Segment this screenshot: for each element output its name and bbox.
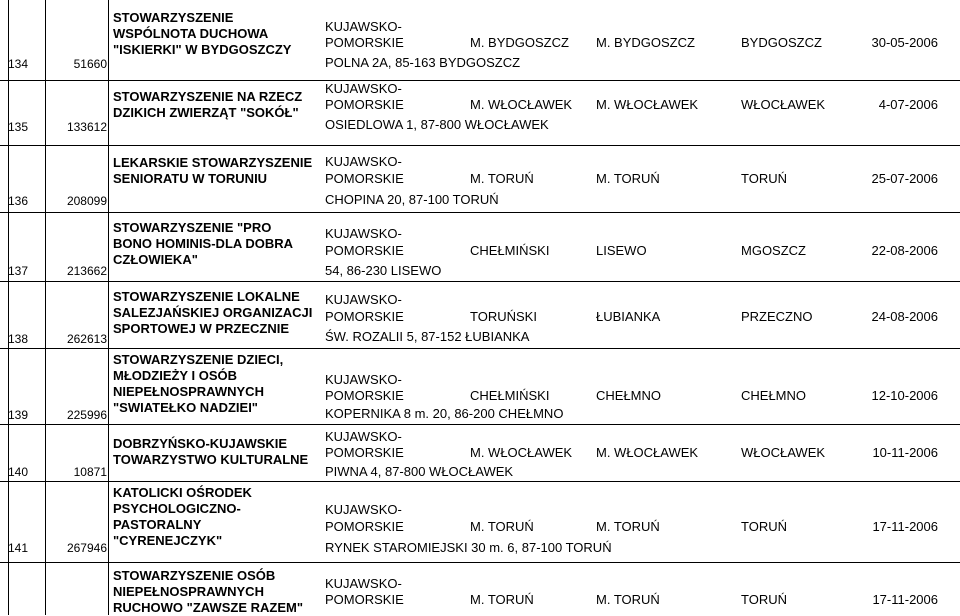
voivodeship-line2: POMORSKIE [325,519,404,534]
address: OSIEDLOWA 1, 87-800 WŁOCŁAWEK [325,117,549,132]
registry-id: 225996 [66,408,107,422]
registry-id: 51660 [73,57,107,71]
commune: M. WŁOCŁAWEK [596,445,699,460]
registry-id: 208099 [66,194,107,208]
registry-id: 267946 [66,541,107,555]
county: M. TORUŃ [470,592,534,607]
voivodeship-line1: KUJAWSKO- [325,429,402,444]
row-separator [0,145,960,146]
voivodeship-line1: KUJAWSKO- [325,154,402,169]
row-number: 140 [8,465,29,479]
city: WŁOCŁAWEK [741,97,826,112]
row-separator [0,80,960,81]
voivodeship-line1: KUJAWSKO- [325,372,402,387]
voivodeship-line2: POMORSKIE [325,592,404,607]
organization-name: STOWARZYSZENIE OSÓB NIEPEŁNOSPRAWNYCH RUCHOWO "ZAWSZE RAZEM" [113,568,303,615]
registry-id: 133612 [66,120,107,134]
voivodeship-line1: KUJAWSKO- [325,81,402,96]
row-separator [0,481,960,482]
voivodeship-line2: POMORSKIE [325,171,404,186]
commune: M. TORUŃ [596,171,660,186]
organization-name: STOWARZYSZENIE "PRO BONO HOMINIS-DLA DOBRA CZŁOWIEKA" [113,220,294,267]
city: BYDGOSZCZ [741,35,822,50]
registry-id: 10871 [73,465,107,479]
city: MGOSZCZ [741,243,806,258]
organization-name: KATOLICKI OŚRODEK PSYCHOLOGICZNO- PASTORALNY "CYRENEJCZYK" [113,485,252,548]
row-separator [0,562,960,563]
row-number: 139 [8,408,29,422]
organization-name: STOWARZYSZENIE DZIECI, MŁODZIEŻY I OSÓB NIEPEŁNOSPRAWNYCH "SWIATEŁKO NADZIEI" [113,352,284,415]
row-separator [0,281,960,282]
registration-date: 4-07-2006 [878,97,938,112]
row-number: 134 [8,57,29,71]
row-number: 136 [8,194,29,208]
county: M. TORUŃ [470,171,534,186]
registration-date: 12-10-2006 [871,388,938,403]
organization-name: LEKARSKIE STOWARZYSZENIE SENIORATU W TORUNIU [113,155,313,186]
address: ŚW. ROZALII 5, 87-152 ŁUBIANKA [325,329,530,344]
county: M. WŁOCŁAWEK [470,97,573,112]
voivodeship-line2: POMORSKIE [325,97,404,112]
organization-name: STOWARZYSZENIE LOKALNE SALEZJAŃSKIEJ ORGANIZACJI SPORTOWEJ W PRZECZNIE [113,289,313,336]
registration-date: 25-07-2006 [871,171,938,186]
row-separator [0,424,960,425]
row-separator [0,348,960,349]
row-number: 135 [8,120,29,134]
address: POLNA 2A, 85-163 BYDGOSZCZ [325,55,521,70]
row-number: 137 [8,264,29,278]
voivodeship-line2: POMORSKIE [325,445,404,460]
commune: ŁUBIANKA [596,309,661,324]
voivodeship-line2: POMORSKIE [325,243,404,258]
registration-date: 22-08-2006 [871,243,938,258]
registry-id: 213662 [66,264,107,278]
voivodeship-line2: POMORSKIE [325,35,404,50]
voivodeship-line1: KUJAWSKO- [325,576,402,591]
voivodeship-line2: POMORSKIE [325,309,404,324]
commune: M. TORUŃ [596,519,660,534]
county: M. WŁOCŁAWEK [470,445,573,460]
voivodeship-line1: KUJAWSKO- [325,292,402,307]
row-number: 138 [8,332,29,346]
city: CHEŁMNO [741,388,807,403]
voivodeship-line1: KUJAWSKO- [325,226,402,241]
commune: M. BYDGOSZCZ [596,35,695,50]
grid-line [108,0,109,615]
organization-name: STOWARZYSZENIE WSPÓLNOTA DUCHOWA "ISKIERKI" W BYDGOSZCZY [113,10,292,57]
commune: CHEŁMNO [596,388,662,403]
voivodeship-line1: KUJAWSKO- [325,502,402,517]
voivodeship-line2: POMORSKIE [325,388,404,403]
grid-line [45,0,46,615]
city: TORUŃ [741,519,787,534]
registration-date: 30-05-2006 [871,35,938,50]
commune: M. TORUŃ [596,592,660,607]
registry-id: 262613 [66,332,107,346]
commune: M. WŁOCŁAWEK [596,97,699,112]
commune: LISEWO [596,243,647,258]
organization-name: STOWARZYSZENIE NA RZECZ DZIKICH ZWIERZĄT "SOKÓŁ" [113,89,303,120]
address: RYNEK STAROMIEJSKI 30 m. 6, 87-100 TORUŃ [325,540,612,555]
registration-date: 24-08-2006 [871,309,938,324]
county: M. TORUŃ [470,519,534,534]
county: M. BYDGOSZCZ [470,35,569,50]
city: WŁOCŁAWEK [741,445,826,460]
address: PIWNA 4, 87-800 WŁOCŁAWEK [325,464,514,479]
county: TORUŃSKI [470,309,537,324]
city: TORUŃ [741,171,787,186]
address: 54, 86-230 LISEWO [325,263,442,278]
county: CHEŁMIŃSKI [470,388,550,403]
row-separator [0,212,960,213]
address: KOPERNIKA 8 m. 20, 86-200 CHEŁMNO [325,406,564,421]
address: CHOPINA 20, 87-100 TORUŃ [325,192,499,207]
registration-date: 17-11-2006 [872,519,938,534]
organization-name: DOBRZYŃSKO-KUJAWSKIE TOWARZYSTWO KULTURALNE [113,436,309,467]
row-number: 141 [8,541,29,555]
registration-date: 17-11-2006 [872,592,938,607]
grid-line [8,0,9,615]
voivodeship-line1: KUJAWSKO- [325,19,402,34]
city: PRZECZNO [741,309,813,324]
city: TORUŃ [741,592,787,607]
county: CHEŁMIŃSKI [470,243,550,258]
registration-date: 10-11-2006 [872,445,938,460]
